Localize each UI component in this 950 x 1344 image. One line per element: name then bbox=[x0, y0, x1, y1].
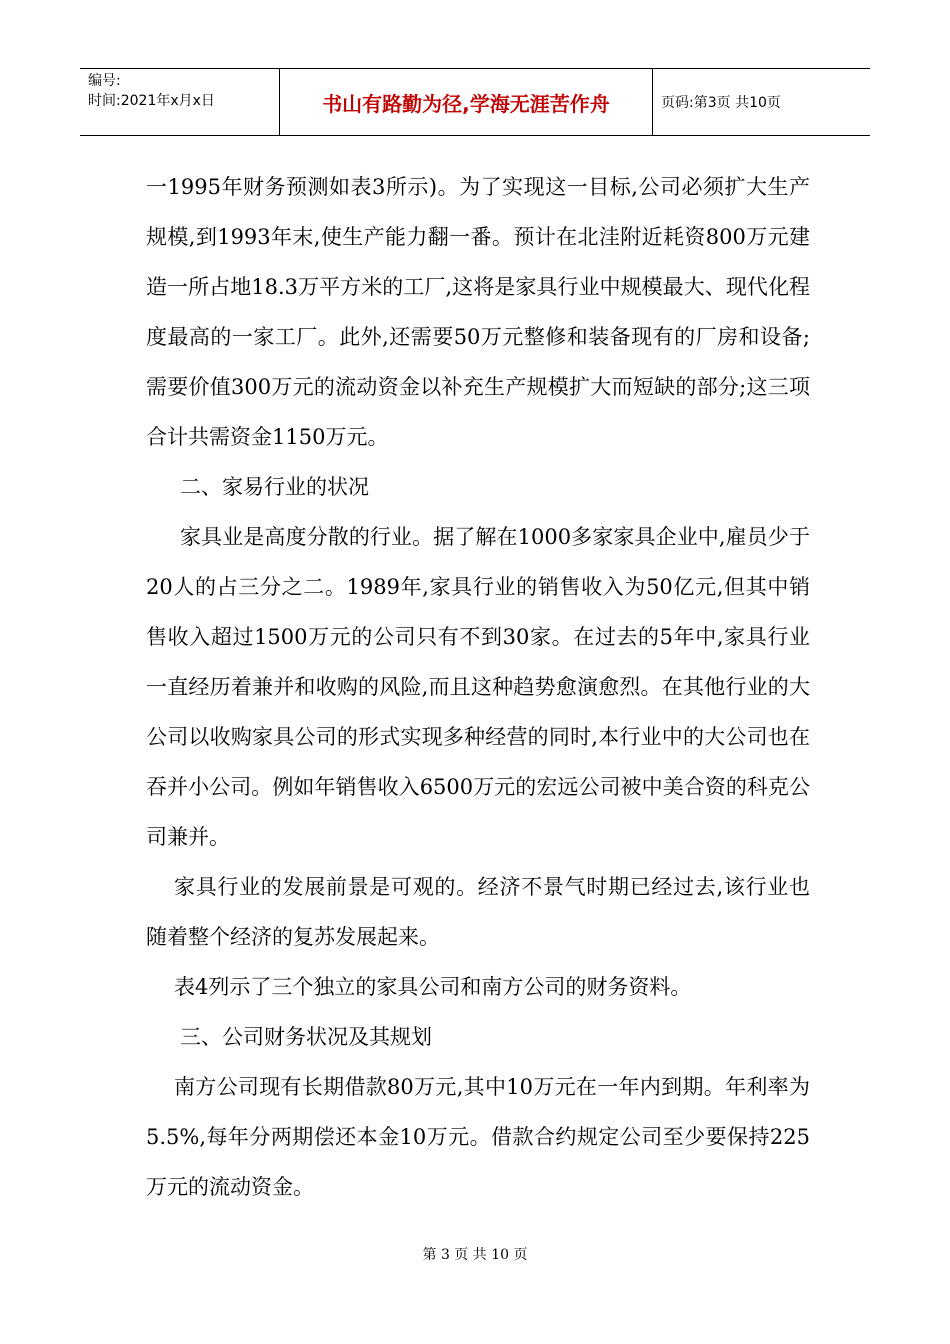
page-header bbox=[80, 68, 870, 136]
document-date: 时间:2021年x月x日 bbox=[88, 93, 215, 109]
header-motto: 书山有路勤为径,学海无涯苦作舟 bbox=[280, 69, 653, 135]
header-meta bbox=[80, 69, 280, 135]
body-paragraph: 家具行业的发展前景是可观的。经济不景气时期已经过去,该行业也随着整个经济的复苏发展起来。 bbox=[146, 875, 810, 949]
section-heading: 二、家易行业的状况 bbox=[180, 475, 369, 499]
body-paragraph: 表4列示了三个独立的家具公司和南方公司的财务资料。 bbox=[174, 975, 692, 999]
document-body bbox=[146, 162, 810, 1212]
body-paragraph: 南方公司现有长期借款80万元,其中10万元在一年内到期。年利率为 5.5%,每年分两期偿还本金10万元。借款合约规定公司至少要保持225万元的流动资金。 bbox=[146, 1075, 810, 1199]
document-number-label: 编号: bbox=[88, 73, 121, 89]
section-heading: 三、公司财务状况及其规划 bbox=[180, 1025, 432, 1049]
header-page-info: 页码:第3页 共10页 bbox=[661, 95, 781, 111]
body-paragraph: 家具业是高度分散的行业。据了解在1000多家家具企业中,雇员少于20人的占三分之二。1989年,家具行业的销售收入为50亿元,但其中销售收入超过1500万元的公司只有不到30家。在过去的5年中,家具行业一直经历着兼并和收购的风险,而且这种趋势愈演愈烈。在其他行业的大公司以收购家具公司的形式实现多种经营的同时,本行业中的大公司也在吞并小公司。例如年销售收入6500万元的宏远公司被中美合资的科克公司兼并。 bbox=[146, 525, 810, 849]
page-footer: 第 3 页 共 10 页 bbox=[422, 1247, 528, 1263]
body-paragraph: 一1995年财务预测如表3所示)。为了实现这一目标,公司必须扩大生产规模,到1993年末,使生产能力翻一番。预计在北洼附近耗资800万元建造一所占地18.3万平方米的工厂,这将是家具行业中规模最大、现代化程度最高的一家工厂。此外,还需要50万元整修和装备现有的厂房和设备;需要价值300万元的流动资金以补充生产规模扩大而短缺的部分;这三项合计共需资金1150万元。 bbox=[146, 175, 810, 449]
